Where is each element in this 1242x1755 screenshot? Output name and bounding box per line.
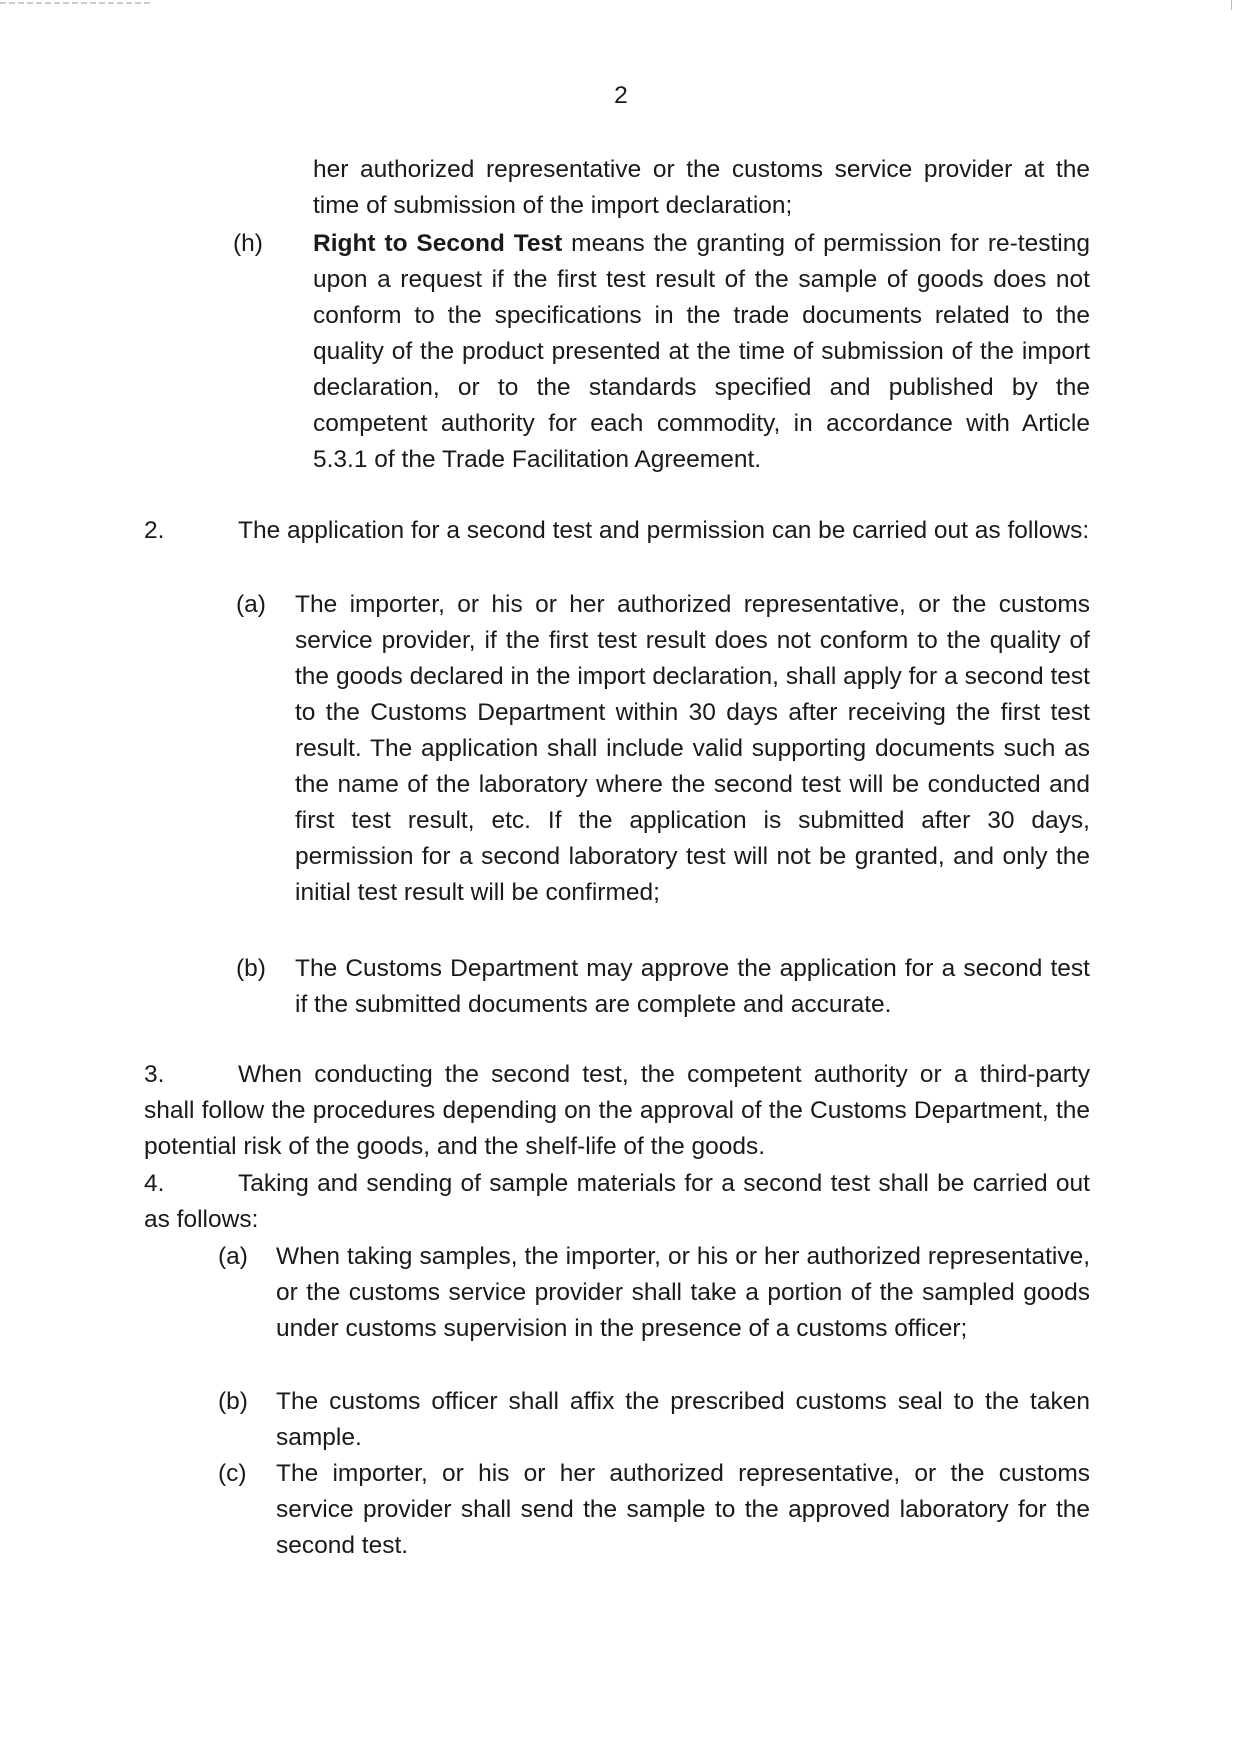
paragraph-4-item-c-label: (c) xyxy=(218,1460,247,1487)
paragraph-3 xyxy=(144,1057,1090,1165)
definition-h-label: (h) xyxy=(233,230,263,257)
paragraph-4-item-a-text: When taking samples, the importer, or his or her authorized representative, or the customs service provider shall take a portion of the sampled goods under customs supervision in the presence of a customs officer; xyxy=(276,1243,1090,1342)
definition-h-term: Right to Second Test xyxy=(313,230,563,257)
paragraph-4-number: 4. xyxy=(144,1170,165,1197)
paragraph-4-item-b-text: The customs officer shall affix the prescribed customs seal to the taken sample. xyxy=(276,1388,1090,1451)
paragraph-4 xyxy=(144,1166,1090,1238)
paragraph-4-item-b xyxy=(218,1384,1090,1456)
paragraph-2-text: The application for a second test and permission can be carried out as follows: xyxy=(238,517,1090,544)
scan-edge-artifact xyxy=(1231,0,1232,10)
paragraph-2-item-a-label: (a) xyxy=(236,591,266,618)
paragraph-2-item-b-text: The Customs Department may approve the application for a second test if the submitted documents are complete and accurate. xyxy=(295,955,1090,1018)
paragraph-4-item-a xyxy=(218,1239,1090,1347)
page-number xyxy=(0,78,1242,114)
paragraph-4-item-c-text: The importer, or his or her authorized representative, or the customs service provider shall send the sample to the approved laboratory for the second test. xyxy=(276,1460,1090,1559)
paragraph-4-item-c xyxy=(218,1456,1090,1564)
definition-h-text xyxy=(313,226,1090,478)
page-number-text: 2 xyxy=(614,82,628,109)
scan-artifact xyxy=(0,2,150,4)
paragraph-2-item-b xyxy=(236,951,1090,1023)
definition-h xyxy=(233,226,1090,478)
paragraph-4-text: Taking and sending of sample materials for a second test shall be carried out as follows: xyxy=(144,1170,1090,1233)
paragraph-2-item-b-label: (b) xyxy=(236,955,266,982)
paragraph-4-item-b-label: (b) xyxy=(218,1388,248,1415)
paragraph-4-item-a-label: (a) xyxy=(218,1243,248,1270)
definition-g-continuation: her authorized representative or the customs service provider at the time of submission of the import declaration; xyxy=(313,156,1090,219)
paragraph-3-number: 3. xyxy=(144,1061,165,1088)
definition-h-body: means the granting of permission for re-testing upon a request if the first test result of the sample of goods does not conform to the specifications in the trade documents related to the quality of the product presented at the time of submission of the import declaration, or to the standards specified and published by the competent authority for each commodity, in accordance with Article 5.3.1 of the Trade Facilitation Agreement. xyxy=(313,230,1090,473)
paragraph-2 xyxy=(144,513,1090,549)
paragraph-2-number: 2. xyxy=(144,517,165,544)
paragraph-3-text: When conducting the second test, the competent authority or a third-party shall follow the procedures depending on the approval of the Customs Department, the potential risk of the goods, and the shelf-life of the goods. xyxy=(144,1061,1090,1160)
paragraph-2-item-a xyxy=(236,587,1090,911)
paragraph-2-item-a-text: The importer, or his or her authorized representative, or the customs service provider, if the first test result does not conform to the quality of the goods declared in the import declaration, shall apply for a second test to the Customs Department within 30 days after receiving the first test result. The application shall include valid supporting documents such as the name of the laboratory where the second test will be conducted and first test result, etc. If the application is submitted after 30 days, permission for a second laboratory test will not be granted, and only the initial test result will be confirmed; xyxy=(295,591,1090,906)
